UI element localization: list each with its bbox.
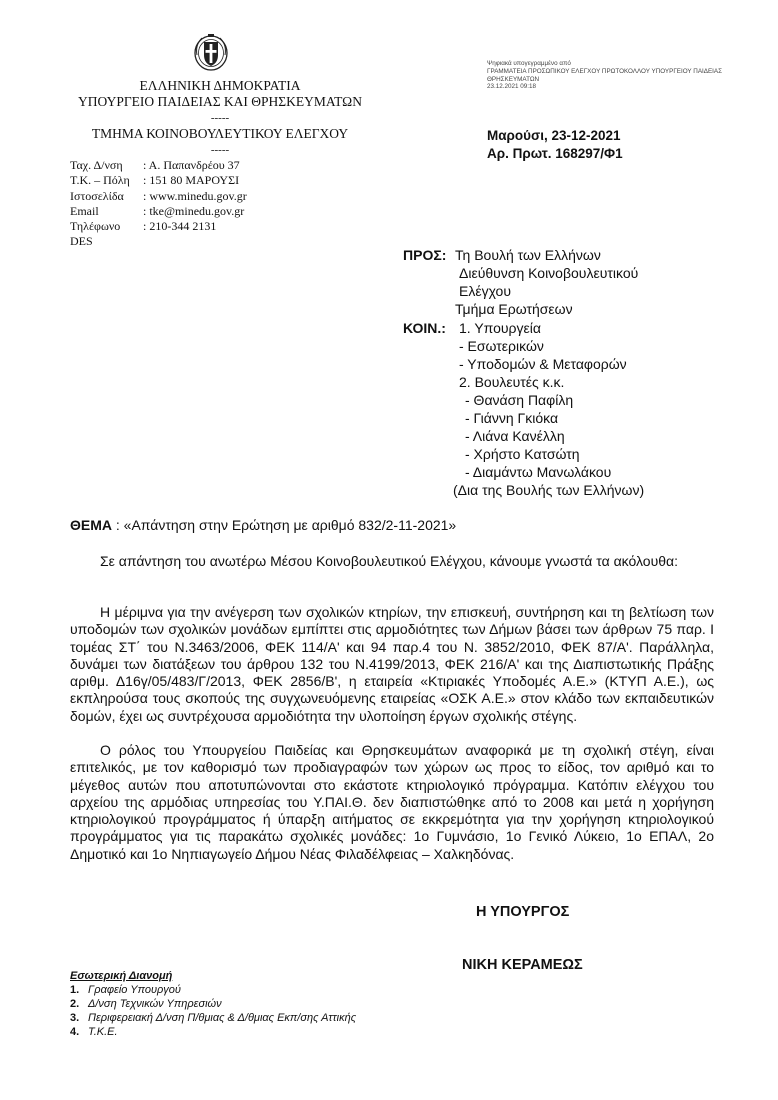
internal-distribution <box>70 969 356 1039</box>
contact-row-des: DES <box>70 234 93 249</box>
subject-line <box>70 516 456 534</box>
signature-role: Η ΥΠΟΥΡΓΟΣ <box>476 904 570 920</box>
to-line: Διεύθυνση Κοινοβουλευτικού <box>459 265 639 281</box>
to-line: Ελέγχου <box>459 283 511 299</box>
distribution-item: 4. Τ.Κ.Ε. <box>70 1026 118 1038</box>
subject-text: : «Απάντηση στην Ερώτηση με αριθμό 832/2-11-2021» <box>115 517 457 533</box>
body-paragraph-intro: Σε απάντηση του ανωτέρω Μέσου Κοινοβουλευτικού Ελέγχου, κάνουμε γνωστά τα ακόλουθα: <box>100 553 679 569</box>
cc-line: - Υποδομών & Μεταφορών <box>459 356 627 372</box>
cc-line: - Γιάννη Γκιόκα <box>465 410 559 426</box>
cc-line: - Διαμάντω Μανωλάκου <box>465 464 612 480</box>
ministry-name: ΥΠΟΥΡΓΕΙΟ ΠΑΙΔΕΙΑΣ ΚΑΙ ΘΡΗΣΚΕΥΜΑΤΩΝ <box>78 94 362 109</box>
header-separator: ----- <box>210 144 230 156</box>
body-paragraph-responsibility: Η μέριμνα για την ανέγερση των σχολικών κτηρίων, την επισκευή, συντήρηση και τη βελτίωση των υποδομών των σχολικών μονάδων εμπίπτει στις αρμοδιότητες των Δήμων βάσει των άρθρων 75 παρ. Ι τομέας ΣΤ΄ του Ν.3463/2006, ΦΕΚ 114/Α' και 94 παρ.4 του Ν. 3852/2010, ΦΕΚ 87/Α'. Παράλληλα, δυνάμει των διατάξεων του άρθρου 132 του Ν.4199/2013, ΦΕΚ 216/Α' και της Διαπιστωτικής Πράξης αριθμ. Δ16γ/05/483/Γ/2013, ΦΕΚ 2856/Β', η εταιρεία «Κτιριακές Υποδομές Α.Ε.» (ΚΤΥΠ Α.Ε.), ως εκπληρούσα τους σκοπούς της συγχωνευόμενης εταιρείας «ΟΣΚ Α.Ε.» στον κλάδο των εκπαιδευτικών δομών, έχει ως συντρέχουσα αρμοδιότητα την υλοποίηση έργων σχολικής στέγης. <box>70 604 714 724</box>
to-label: ΠΡΟΣ: <box>403 247 447 263</box>
protocol-number: Αρ. Πρωτ. 168297/Φ1 <box>487 146 623 161</box>
digital-signature-stamp: Ψηφιακά υπογεγραμμένο από ΓΡΑΜΜΑΤΕΙΑ ΠΡΟΣΩΠΙΚΟΥ ΕΛΕΓΧΟΥ ΠΡΩΤΟΚΟΛΛΟΥ ΥΠΟΥΡΓΕΙΟΥ ΠΑΙΔΕΙΑΣ ΘΡΗΣΚΕΥΜΑΤΩΝ 23.12.2021 09:18 <box>487 60 723 91</box>
distribution-item: 3. Περιφερειακή Δ/νση Π/θμιας & Δ/θμιας Εκπ/σης Αττικής <box>70 1012 357 1024</box>
distribution-title: Εσωτερική Διανομή <box>70 970 173 982</box>
department-name: ΤΜΗΜΑ ΚΟΙΝΟΒΟΥΛΕΥΤΙΚΟΥ ΕΛΕΓΧΟΥ <box>91 126 349 141</box>
cc-label: ΚΟΙΝ.: <box>403 320 446 336</box>
country-name: ΕΛΛΗΝΙΚΗ ΔΗΜΟΚΡΑΤΙΑ <box>139 78 301 93</box>
cc-line: - Χρήστο Κατσώτη <box>465 446 580 462</box>
contact-row-phone: Τηλέφωνο : 210-344 2131 <box>70 219 217 234</box>
distribution-item: 2. Δ/νση Τεχνικών Υπηρεσιών <box>70 998 222 1010</box>
date-protocol-block <box>487 127 623 163</box>
signature-name: ΝΙΚΗ ΚΕΡΑΜΕΩΣ <box>462 957 583 973</box>
contact-row-postal: Τ.Κ. – Πόλη : 151 80 ΜΑΡΟΥΣΙ <box>70 173 240 188</box>
contact-row-website: Ιστοσελίδα : www.minedu.gov.gr <box>70 188 247 203</box>
to-line: Τμήμα Ερωτήσεων <box>455 301 573 317</box>
contact-row-address: Ταχ. Δ/νση : Α. Παπανδρέου 37 <box>70 158 240 172</box>
contact-row-email: Email : tke@minedu.gov.gr <box>70 203 245 218</box>
body-paragraph-ministry-role: Ο ρόλος του Υπουργείου Παιδείας και Θρησκευμάτων αναφορικά με τη σχολική στέγη, είναι επιτελικός, με τον καθορισμό των προδιαγραφών των χώρων ως προς το είδος, τον αριθμό και το μέγεθος αυτών που αποτυπώνονται στο εκάστοτε κτηριολογικό πρόγραμμα. Κατόπιν ελέγχου του αρχείου της αρμόδιας υπηρεσίας του Υ.ΠΑΙ.Θ. δεν διαπιστώθηκε από το 2008 και μετά η χορήγηση κτηριολογικού προγράμματος ή ύπαρξη αιτήματος σε εκκρεμότητα για την χορήγηση κτηριολογικού προγράμματος για τις παρακάτω σχολικές μονάδες: 1ο Γυμνάσιο, 1ο Γενικό Λύκειο, 1ο ΕΠΑΛ, 2ο Δημοτικό και 1ο Νηπιαγωγείο Δήμου Νέας Φιλαδέλφειας – Χαλκηδόνας. <box>70 742 714 862</box>
header-separator: ----- <box>210 112 230 124</box>
cc-line: 1. Υπουργεία <box>459 320 541 336</box>
place-date: Μαρούσι, 23-12-2021 <box>487 128 621 143</box>
contact-info <box>70 158 247 250</box>
cc-line: - Λιάνα Κανέλλη <box>465 428 565 444</box>
cc-line: - Θανάση Παφίλη <box>465 392 574 408</box>
distribution-item: 1. Γραφείο Υπουργού <box>70 984 181 996</box>
greek-emblem-icon <box>193 33 229 71</box>
subject-label: ΘΕΜΑ <box>70 517 112 533</box>
to-line: Τη Βουλή των Ελλήνων <box>455 247 601 263</box>
cc-line: - Εσωτερικών <box>459 338 544 354</box>
cc-line: 2. Βουλευτές κ.κ. <box>459 374 565 390</box>
cc-line: (Δια της Βουλής των Ελλήνων) <box>453 482 645 498</box>
